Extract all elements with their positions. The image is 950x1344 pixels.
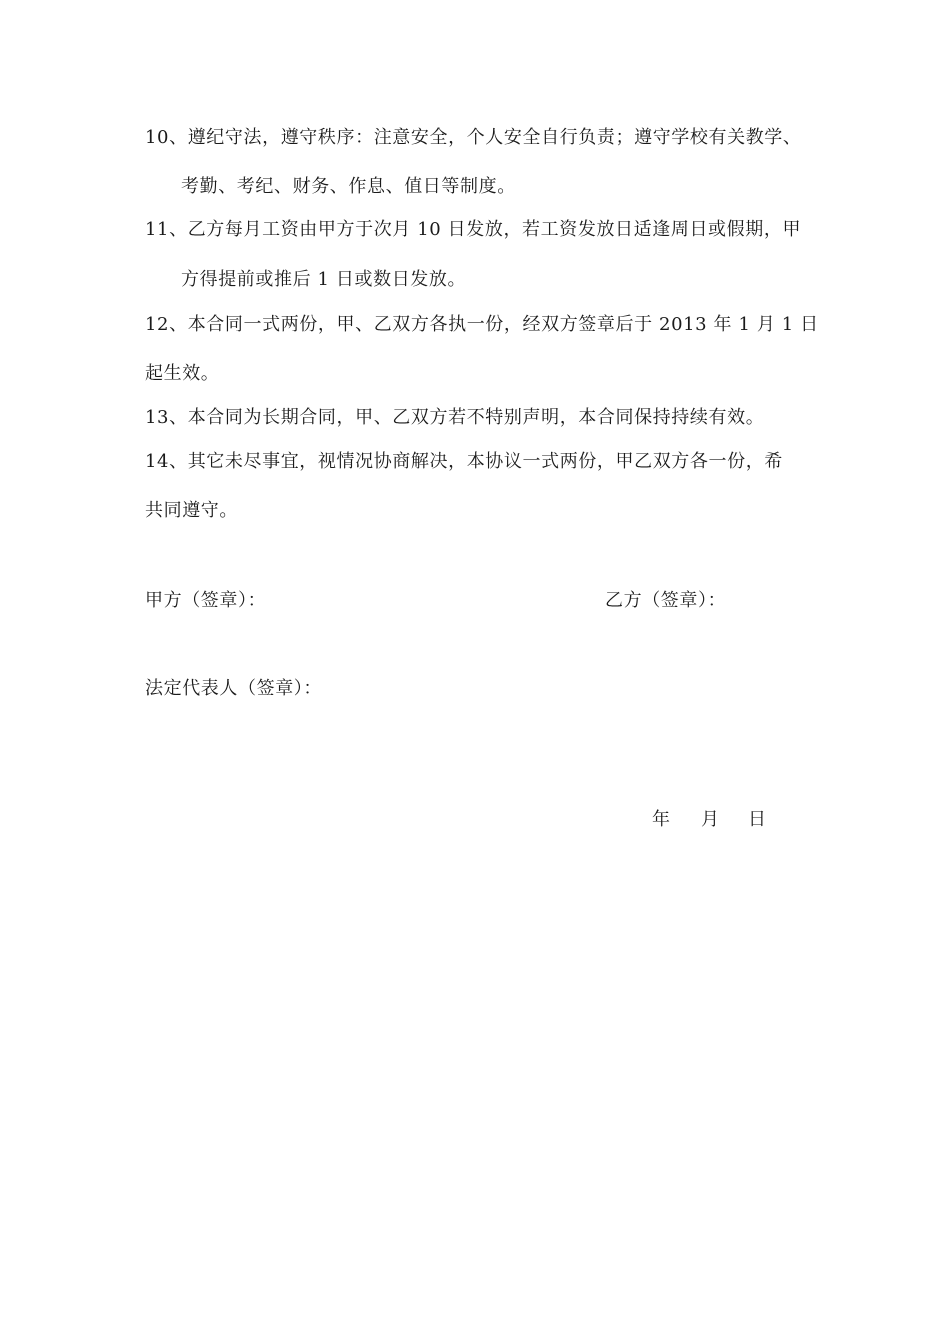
clause-14-line-2: 共同遵守。 — [145, 500, 238, 521]
party-a-signature-label: 甲方（签章）： — [145, 590, 267, 611]
clause-10-line-2: 考勤、考纪、财务、作息、值日等制度。 — [181, 176, 516, 197]
party-b-signature-label: 乙方（签章）： — [605, 590, 727, 611]
clause-13-line-1: 13、本合同为长期合同，甲、乙双方若不特别声明，本合同保持持续有效。 — [145, 407, 765, 428]
clause-10-line-1: 10、遵纪守法，遵守秩序：注意安全，个人安全自行负责；遵守学校有关教学、 — [145, 127, 802, 148]
clause-14-line-1: 14、其它未尽事宜，视情况协商解决，本协议一式两份，甲乙双方各一份，希 — [145, 451, 783, 472]
clause-12-line-2: 起生效。 — [145, 363, 220, 384]
legal-representative-signature-label: 法定代表人（签章）： — [145, 678, 322, 699]
date-month-label: 月 — [701, 809, 719, 830]
date-day-label: 日 — [748, 809, 766, 830]
clause-11-line-1: 11、乙方每月工资由甲方于次月 10 日发放，若工资发放日适逢周日或假期，甲 — [145, 219, 802, 240]
clause-12-line-1: 12、本合同一式两份，甲、乙双方各执一份，经双方签章后于 2013 年 1 月 1 日 — [145, 314, 819, 335]
clause-11-line-2: 方得提前或推后 1 日或数日发放。 — [181, 269, 467, 290]
date-year-label: 年 — [652, 809, 670, 830]
